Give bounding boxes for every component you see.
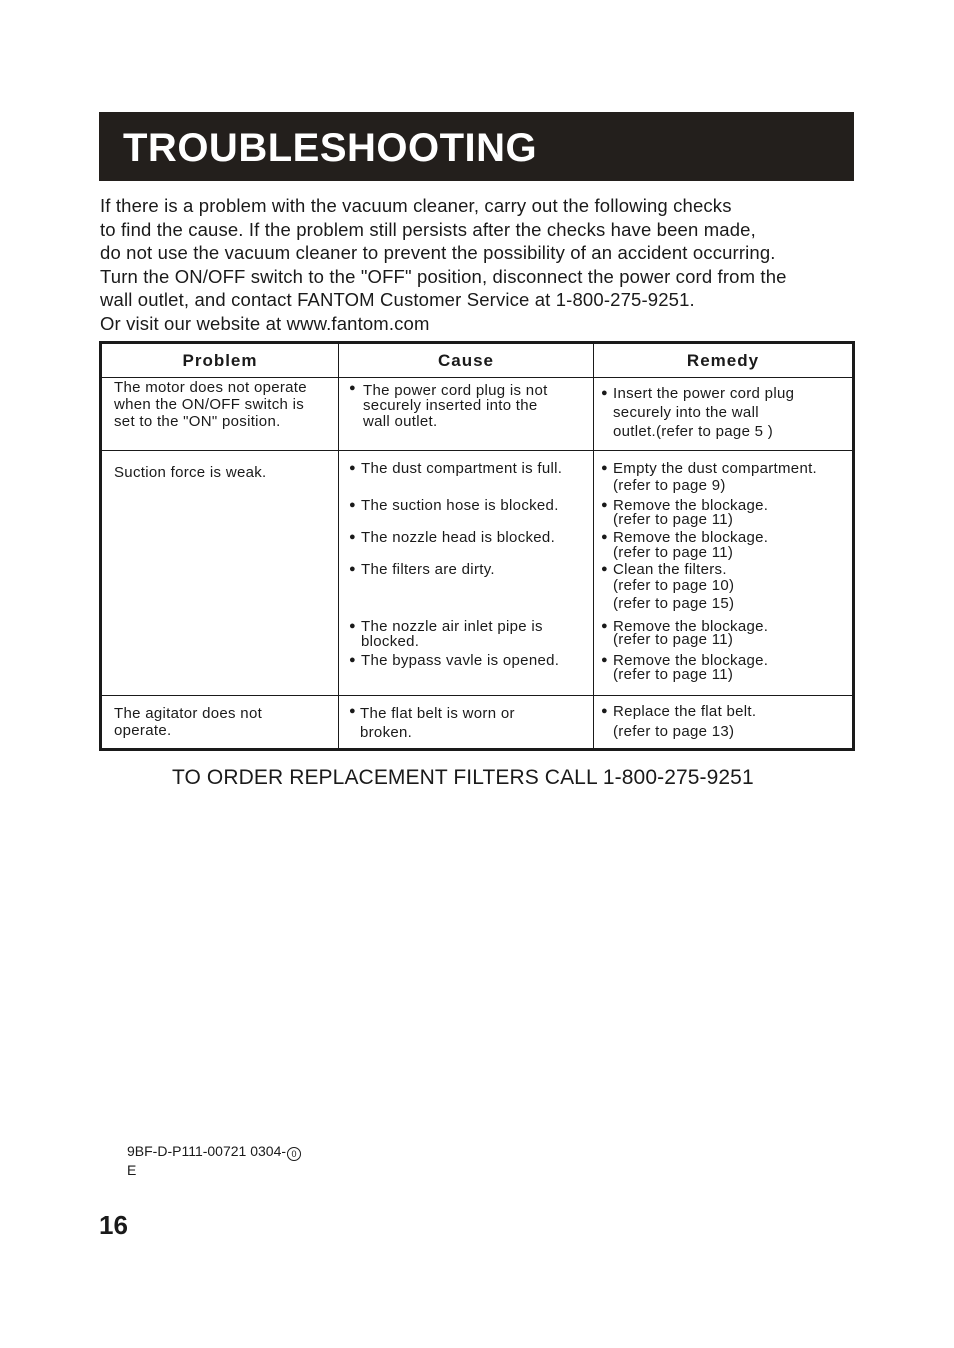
cause-text: The dust compartment is full.	[361, 459, 563, 477]
bullet-icon: ●	[601, 705, 608, 718]
cause-cell	[339, 696, 594, 750]
problem-text: operate.	[114, 722, 172, 740]
bullet-icon: ●	[349, 653, 356, 666]
bullet-icon: ●	[601, 498, 608, 511]
intro-line: Turn the ON/OFF switch to the "OFF" position, disconnect the power cord from the	[100, 265, 787, 287]
intro-line: Or visit our website at www.fantom.com	[100, 312, 430, 334]
cause-text: wall outlet.	[363, 413, 438, 430]
bullet-icon: ●	[601, 653, 608, 666]
page-title: TROUBLESHOOTING	[123, 126, 538, 170]
remedy-text: securely into the wall	[613, 404, 759, 421]
cause-text: The nozzle air inlet pipe is	[361, 617, 543, 635]
bullet-icon: ●	[349, 619, 356, 632]
remedy-cell	[594, 696, 854, 750]
remedy-text: Insert the power cord plug	[613, 385, 795, 402]
cause-text: The bypass vavle is opened.	[361, 651, 560, 669]
remedy-text: (refer to page 10)	[613, 576, 735, 594]
cause-cell	[339, 378, 594, 451]
problem-text: when the ON/OFF switch is	[114, 396, 305, 413]
remedy-text: Clean the filters.	[613, 560, 727, 578]
remedy-text: Remove the blockage.	[613, 617, 769, 635]
remedy-cell	[594, 450, 854, 696]
bullet-icon: ●	[601, 387, 608, 399]
table-row	[101, 378, 854, 451]
intro-paragraph	[100, 194, 860, 335]
bullet-icon: ●	[349, 562, 356, 575]
remedy-text: (refer to page 15)	[613, 594, 735, 612]
header-remedy: Remedy	[594, 343, 854, 378]
remedy-text: Replace the flat belt.	[613, 703, 757, 721]
cause-text: The suction hose is blocked.	[361, 496, 559, 514]
bullet-icon: ●	[601, 461, 608, 474]
remedy-text: Remove the blockage.	[613, 496, 769, 514]
remedy-text: Remove the blockage.	[613, 651, 769, 669]
bullet-icon: ●	[349, 498, 356, 511]
cause-text: The nozzle head is blocked.	[361, 528, 556, 546]
problem-text: Suction force is weak.	[114, 463, 267, 481]
bullet-icon: ●	[601, 619, 608, 632]
cause-text: blocked.	[361, 632, 420, 650]
document-code-text: 9BF-D-P111-00721 0304-	[127, 1143, 287, 1159]
bullet-icon: ●	[601, 562, 608, 575]
cause-text: The flat belt is worn or	[360, 705, 515, 723]
problem-cell	[101, 378, 339, 451]
remedy-text: Empty the dust compartment.	[613, 459, 818, 477]
remedy-text: (refer to page 11)	[613, 543, 734, 561]
remedy-text: Remove the blockage.	[613, 528, 769, 546]
table-header-row	[101, 343, 854, 378]
table-row	[101, 450, 854, 696]
remedy-text: (refer to page 13)	[613, 723, 735, 741]
cause-text: broken.	[360, 724, 413, 742]
cause-cell	[339, 450, 594, 696]
intro-line: If there is a problem with the vacuum cleaner, carry out the following checks	[100, 195, 732, 216]
cause-text: The filters are dirty.	[361, 560, 495, 578]
header-cause: Cause	[339, 343, 594, 378]
intro-line: do not use the vacuum cleaner to prevent the possibility of an accident occurring.	[100, 242, 776, 263]
document-code-line2: E	[127, 1162, 137, 1178]
circled-zero-icon: 0	[287, 1147, 301, 1161]
remedy-text: (refer to page 9)	[613, 476, 726, 494]
problem-text: The agitator does not	[114, 705, 263, 723]
remedy-cell	[594, 378, 854, 451]
header-problem: Problem	[101, 343, 339, 378]
title-banner	[99, 112, 854, 181]
bullet-icon: ●	[349, 382, 356, 394]
problem-cell	[101, 696, 339, 750]
document-code-line1	[127, 1142, 301, 1161]
cause-text: securely inserted into the	[363, 397, 538, 414]
table-row	[101, 696, 854, 750]
bullet-icon: ●	[349, 530, 356, 543]
problem-cell	[101, 450, 339, 696]
problem-text: The motor does not operate	[114, 379, 307, 396]
page-number: 16	[99, 1210, 128, 1240]
bullet-icon: ●	[349, 705, 356, 718]
intro-line: to find the cause. If the problem still persists after the checks have been made,	[100, 218, 756, 240]
problem-text: set to the "ON" position.	[114, 413, 281, 430]
cause-text: The power cord plug is not	[363, 382, 548, 399]
remedy-text: (refer to page 11)	[613, 510, 734, 528]
bullet-icon: ●	[349, 461, 356, 474]
order-filters-notice: TO ORDER REPLACEMENT FILTERS CALL 1-800-275-9251	[172, 766, 754, 789]
bullet-icon: ●	[601, 530, 608, 543]
intro-line: wall outlet, and contact FANTOM Customer Service at 1-800-275-9251.	[100, 289, 695, 310]
document-code	[127, 1142, 301, 1180]
remedy-text: (refer to page 11)	[613, 665, 734, 683]
troubleshooting-table	[99, 341, 855, 751]
remedy-text: outlet.(refer to page 5 )	[613, 423, 774, 440]
remedy-text: (refer to page 11)	[613, 630, 734, 648]
